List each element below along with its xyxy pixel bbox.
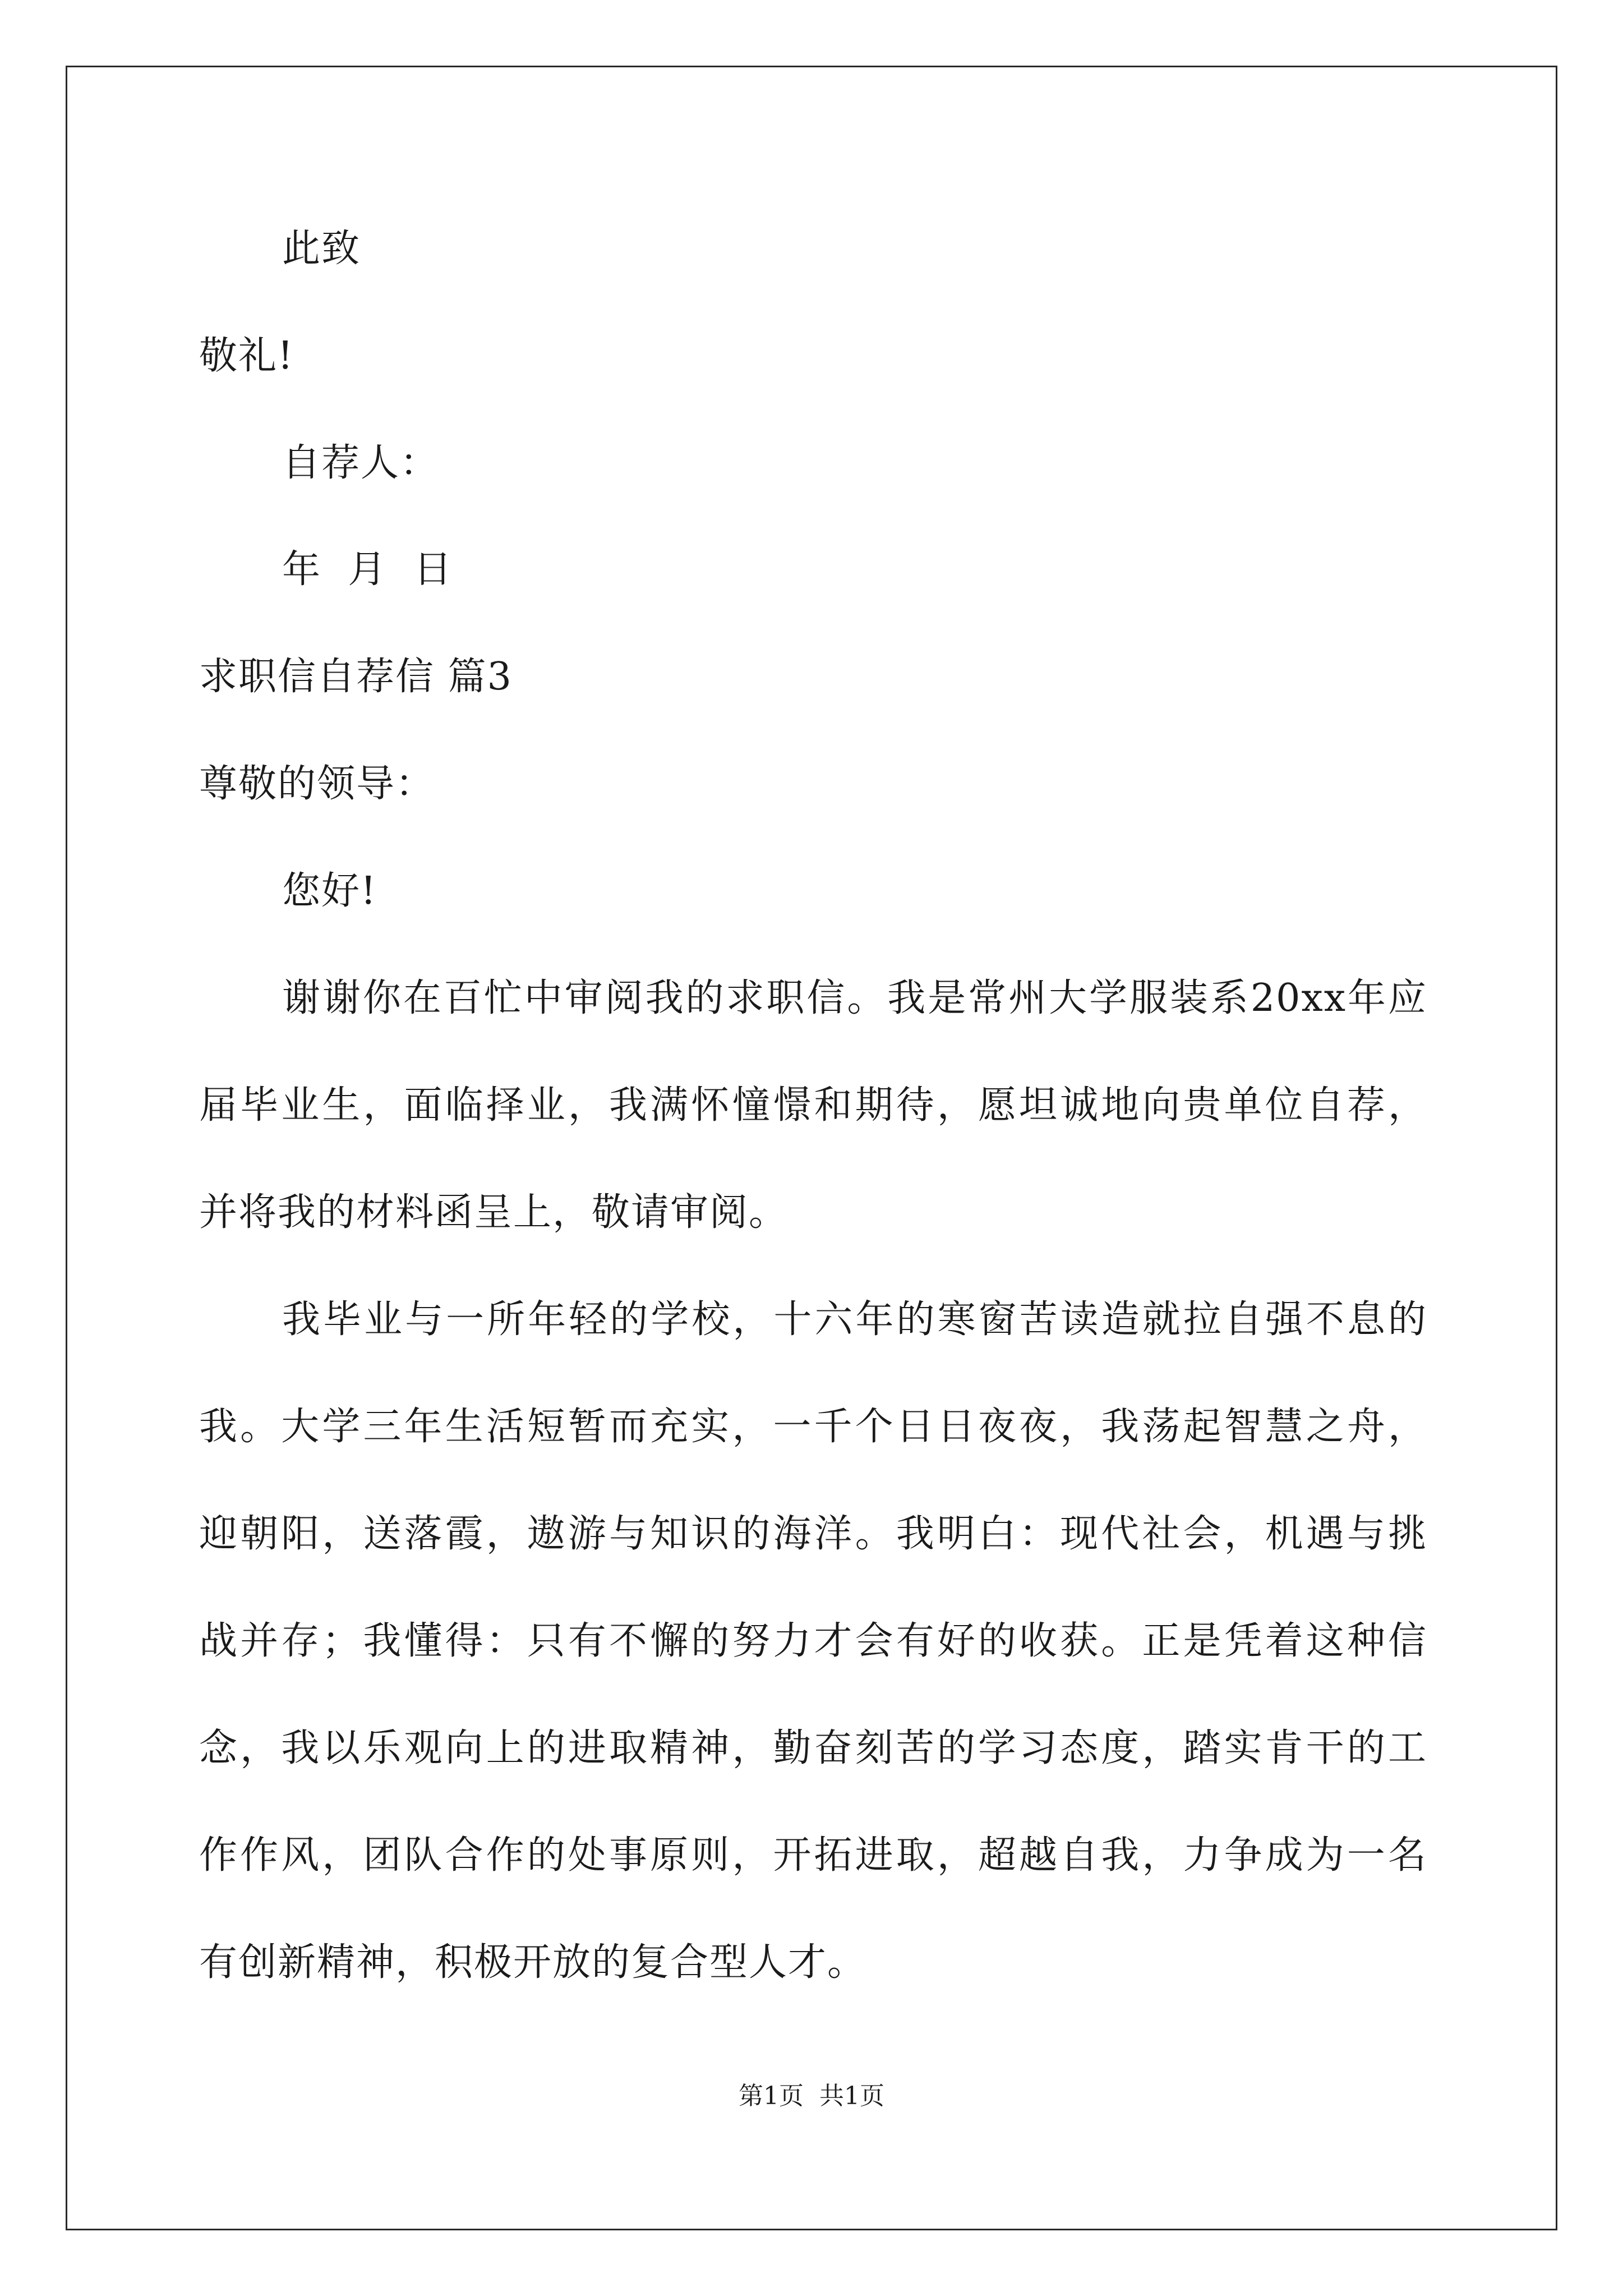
page-border bbox=[66, 66, 1557, 2230]
paragraph-1-line-2: 届毕业生，面临择业，我满怀憧憬和期待，愿坦诚地向贵单位自荐， bbox=[199, 1083, 1427, 1128]
paragraph-1-line-3: 并将我的材料函呈上，敬请审阅。 bbox=[199, 1190, 789, 1235]
salutation: 尊敬的领导： bbox=[199, 762, 435, 806]
paragraph-2-line-7: 有创新精神，积极开放的复合型人才。 bbox=[199, 1940, 867, 1985]
date-line: 年 月 日 bbox=[282, 547, 453, 592]
greeting: 您好! bbox=[282, 869, 377, 913]
closing-line-1: 此致 bbox=[282, 227, 361, 271]
page-indicator: 第1页 共1页 bbox=[739, 2082, 884, 2110]
paragraph-1-line-1: 谢谢你在百忙中审阅我的求职信。我是常州大学服装系20xx年应 bbox=[282, 976, 1427, 1020]
section-heading: 求职信自荐信 篇3 bbox=[199, 655, 513, 699]
paragraph-2-line-4: 战并存；我懂得：只有不懈的努力才会有好的收获。正是凭着这种信 bbox=[199, 1619, 1427, 1663]
signer-label: 自荐人： bbox=[282, 441, 440, 485]
paragraph-2-line-6: 作作风，团队合作的处事原则，开拓进取，超越自我，力争成为一名 bbox=[199, 1833, 1427, 1878]
paragraph-2-line-3: 迎朝阳，送落霞，遨游与知识的海洋。我明白：现代社会，机遇与挑 bbox=[199, 1512, 1427, 1556]
paragraph-2-line-1: 我毕业与一所年轻的学校，十六年的寒窗苦读造就拉自强不息的 bbox=[282, 1297, 1427, 1342]
closing-line-2: 敬礼! bbox=[199, 334, 294, 378]
paragraph-2-line-2: 我。大学三年生活短暂而充实，一千个日日夜夜，我荡起智慧之舟， bbox=[199, 1405, 1427, 1449]
paragraph-2-line-5: 念，我以乐观向上的进取精神，勤奋刻苦的学习态度，踏实肯干的工 bbox=[199, 1726, 1427, 1770]
